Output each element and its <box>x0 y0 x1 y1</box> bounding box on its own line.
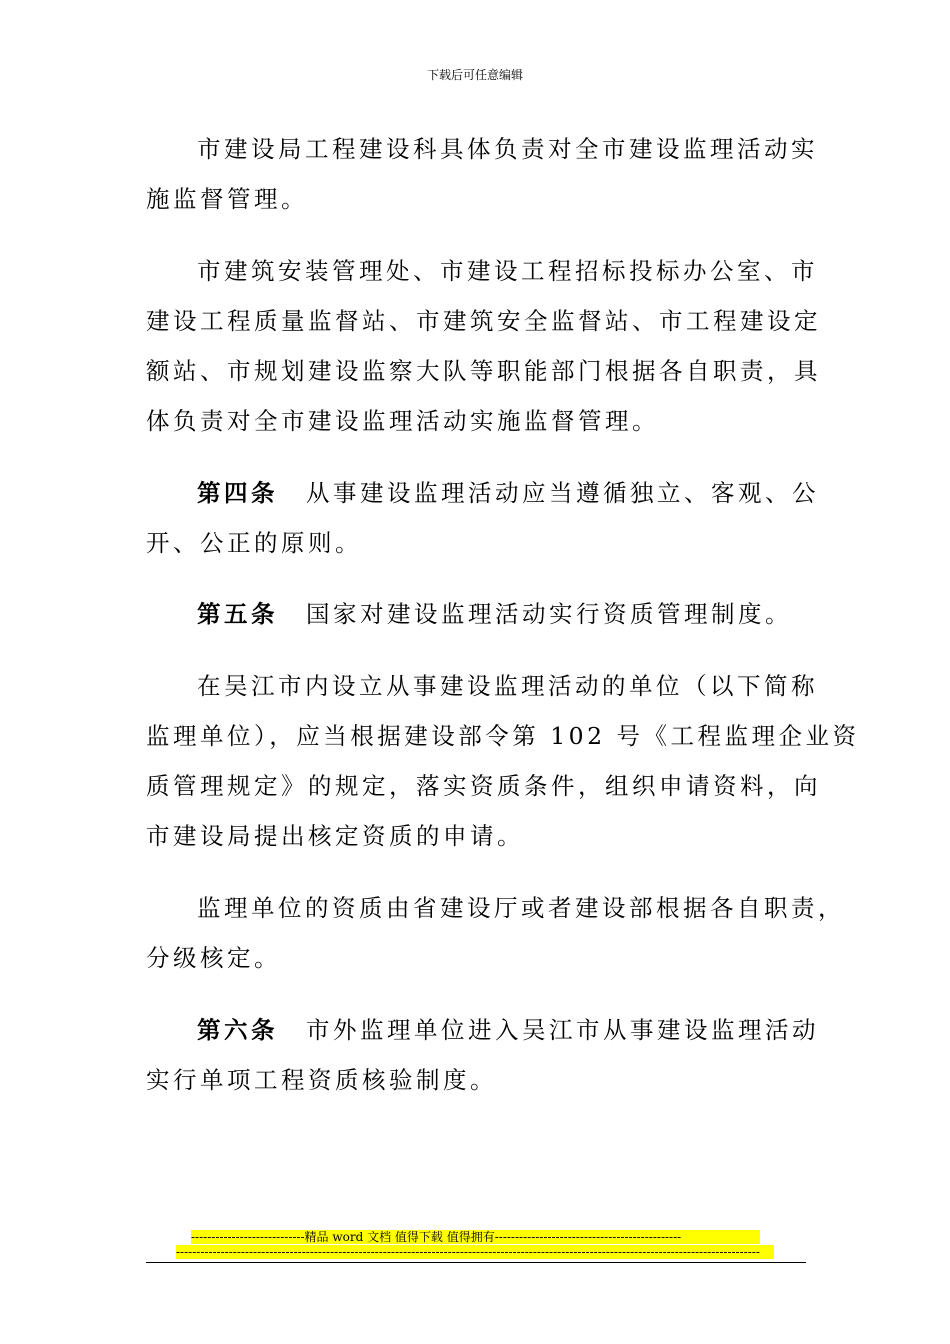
article-6-title: 第六条 <box>197 1016 278 1044</box>
paragraph-6 <box>146 661 860 861</box>
text-line: 监理单位的资质由省建设厅或者建设部根据各自职责， <box>197 894 845 922</box>
text-line: 市建筑安装管理处、市建设工程招标投标办公室、市 <box>197 257 818 285</box>
article-6 <box>146 1005 819 1105</box>
text-line: 国家对建设监理活动实行资质管理制度。 <box>306 600 792 628</box>
paragraph-2 <box>146 246 821 446</box>
footer-banner: ----------------------------精品 word 文档 值得下载 值得拥有---------------------------------------------- <box>191 1230 760 1244</box>
text-line: 质管理规定》的规定，落实资质条件，组织申请资料，向 <box>146 772 821 800</box>
article-4 <box>146 468 819 568</box>
article-5-title: 第五条 <box>197 600 278 628</box>
article-5 <box>146 589 806 639</box>
footer-dashes: ------------------------------------------------------------------------------------------------------------------------------------------------ <box>176 1245 774 1259</box>
paragraph-7 <box>146 883 845 983</box>
text-line: 市建设局工程建设科具体负责对全市建设监理活动实 <box>197 135 818 163</box>
text-line: 从事建设监理活动应当遵循独立、客观、公 <box>306 479 819 507</box>
text-line: 在吴江市内设立从事建设监理活动的单位（以下简称 <box>197 672 818 700</box>
text-line: 分级核定。 <box>146 944 281 972</box>
footer-rule <box>146 1262 806 1263</box>
text-line: 市建设局提出核定资质的申请。 <box>146 822 524 850</box>
text-line: 体负责对全市建设监理活动实施监督管理。 <box>146 407 659 435</box>
paragraph-1 <box>146 124 818 224</box>
text-line: 市外监理单位进入吴江市从事建设监理活动 <box>306 1016 819 1044</box>
article-4-title: 第四条 <box>197 479 278 507</box>
text-line: 监理单位），应当根据建设部令第 102 号《工程监理企业资 <box>146 722 860 750</box>
text-line: 开、公正的原则。 <box>146 529 362 557</box>
page-header: 下载后可任意编辑 <box>426 68 523 82</box>
text-line: 施监督管理。 <box>146 185 308 213</box>
text-line: 建设工程质量监督站、市建筑安全监督站、市工程建设定 <box>146 307 821 335</box>
text-line: 实行单项工程资质核验制度。 <box>146 1066 497 1094</box>
text-line: 额站、市规划建设监察大队等职能部门根据各自职责，具 <box>146 357 821 385</box>
